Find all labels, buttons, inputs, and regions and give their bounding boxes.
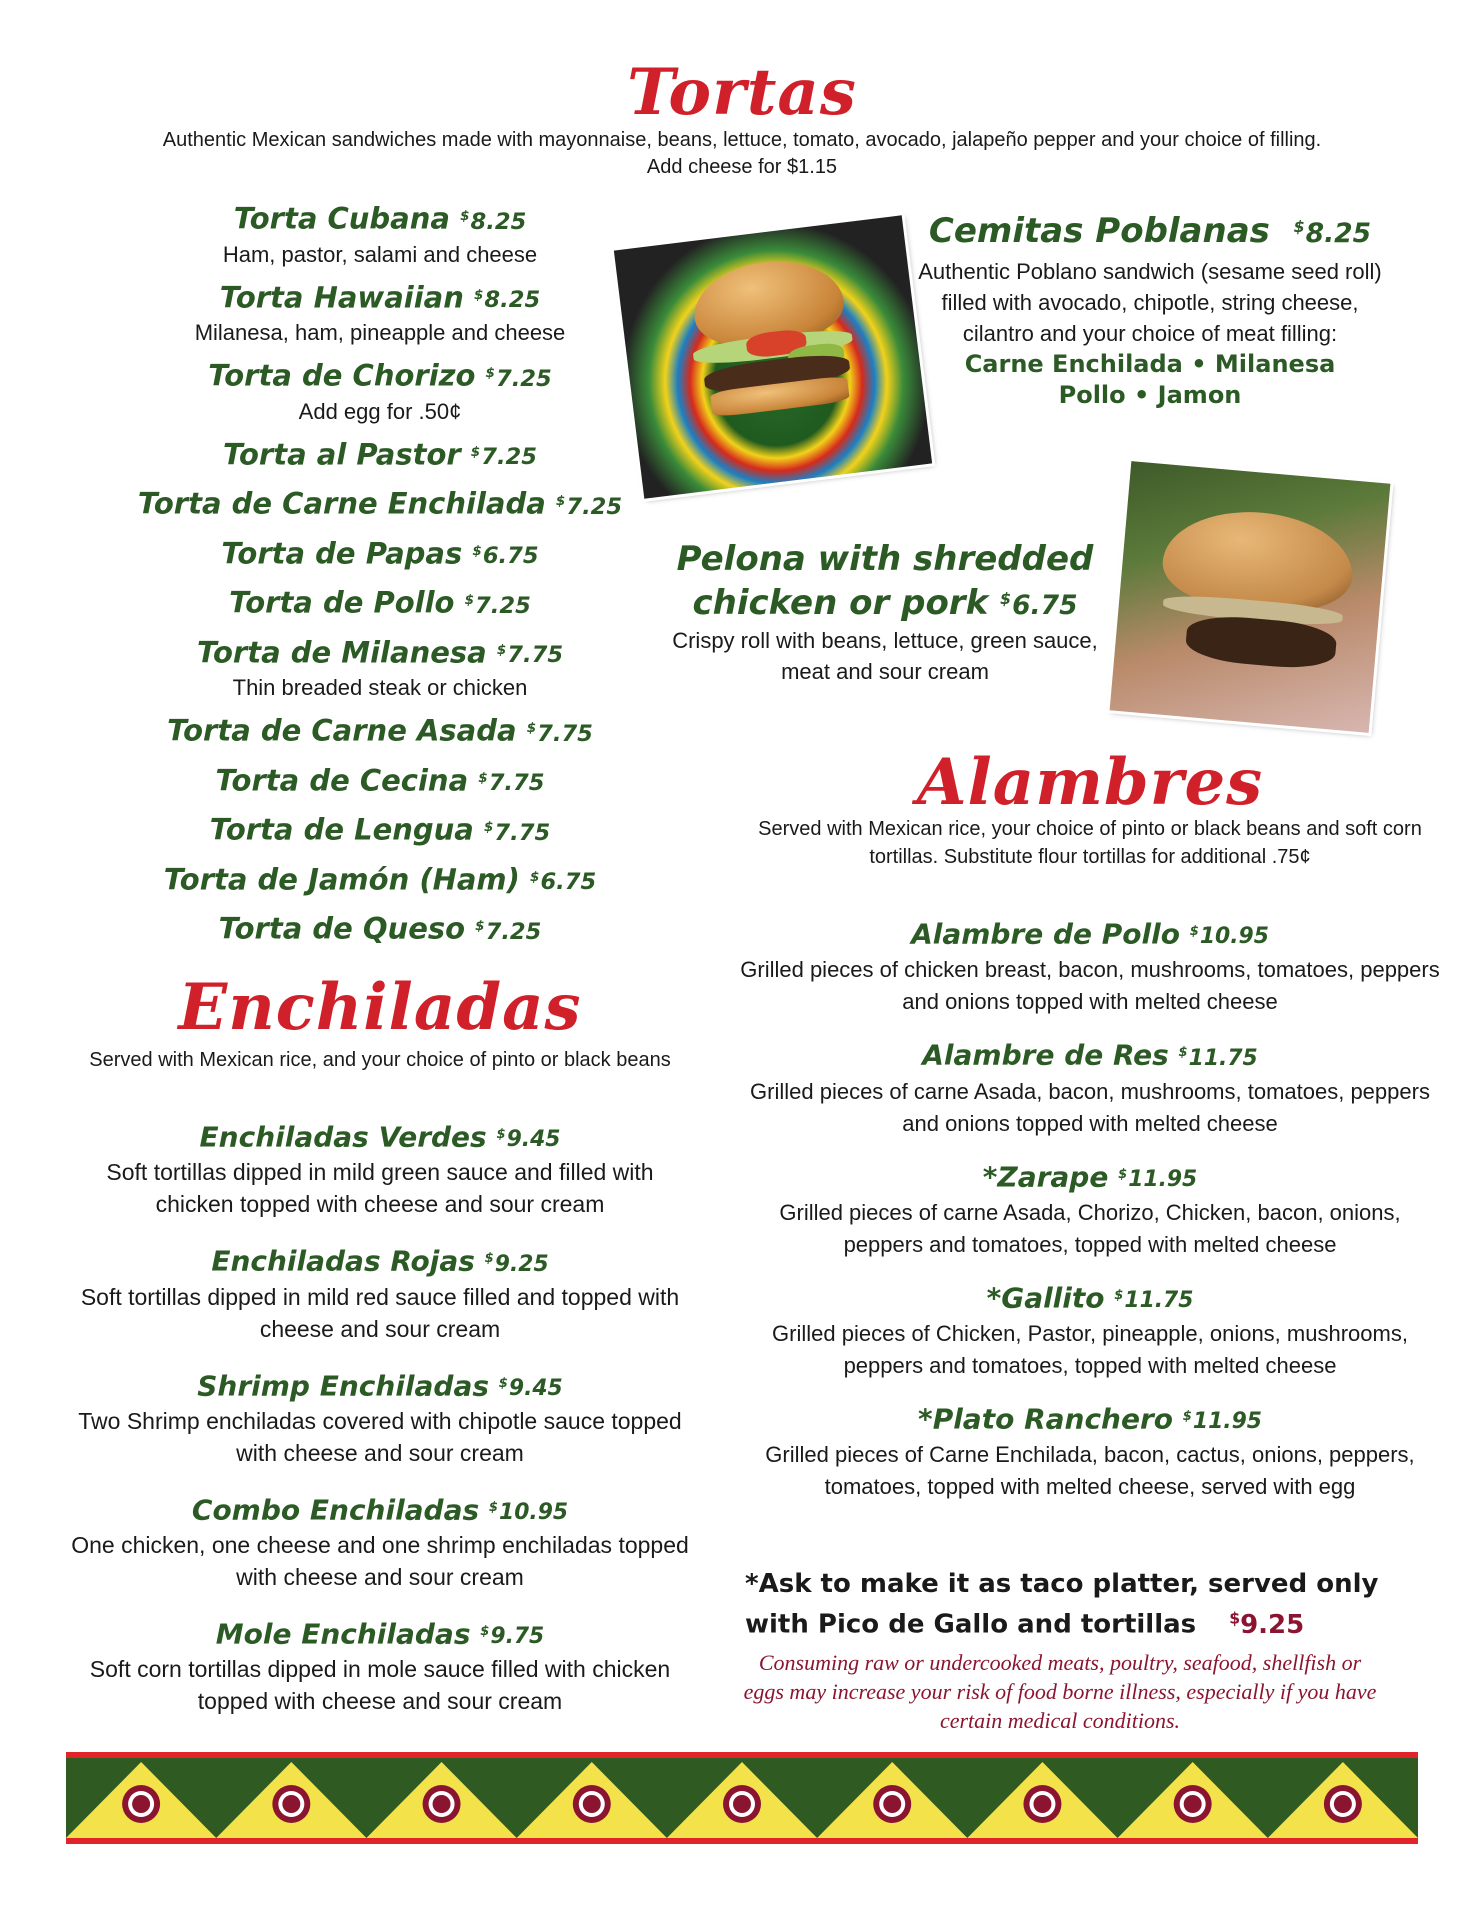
torta-item-price: $7.25 bbox=[475, 918, 542, 945]
cemitas-name: Cemitas Poblanas $8.25 bbox=[928, 210, 1372, 251]
alambre-item-name bbox=[740, 915, 1440, 954]
alambre-item-desc: Grilled pieces of carne Asada, bacon, mushrooms, tomatoes, peppers and onions topped with melted cheese bbox=[750, 1078, 1430, 1136]
cemitas-section bbox=[910, 205, 1390, 411]
torta-item bbox=[70, 809, 690, 851]
band-bottom-stripe bbox=[66, 1838, 1418, 1844]
enchilada-item-price: $9.45 bbox=[498, 1375, 563, 1401]
enchilada-item-name bbox=[70, 1491, 690, 1529]
torta-item-title: Torta de Chorizo bbox=[208, 358, 476, 393]
enchilada-item-title: Shrimp Enchiladas bbox=[197, 1368, 490, 1402]
enchiladas-list bbox=[70, 1118, 690, 1739]
tortas-intro-line1: Authentic Mexican sandwiches made with mayonnaise, beans, lettuce, tomato, avocado, jalapeño pepper and your choice of filling. bbox=[162, 129, 1322, 151]
alambre-item bbox=[740, 1036, 1440, 1139]
enchilada-item-title: Mole Enchiladas bbox=[215, 1617, 471, 1651]
enchiladas-title: Enchiladas bbox=[178, 970, 582, 1045]
alambre-item-price: $11.75 bbox=[1178, 1045, 1258, 1071]
torta-item-price: $7.25 bbox=[470, 443, 538, 471]
torta-item-name bbox=[70, 582, 690, 624]
torta-list bbox=[70, 198, 690, 958]
alambre-item-name bbox=[740, 1400, 1440, 1439]
torta-item-title: Torta de Queso bbox=[218, 911, 466, 946]
cemitas-price: 8.25 bbox=[1305, 217, 1372, 249]
torta-item-price: $7.75 bbox=[478, 769, 545, 797]
torta-item bbox=[70, 277, 690, 348]
torta-item-price: $8.25 bbox=[473, 286, 541, 314]
torta-item-price: $6.75 bbox=[530, 868, 597, 896]
band-circle-center bbox=[282, 1795, 300, 1813]
torta-item-price: $7.75 bbox=[526, 720, 593, 747]
torta-item-title: Torta de Cecina bbox=[215, 763, 469, 798]
enchilada-item-name bbox=[70, 1242, 690, 1280]
torta-item-price: $7.25 bbox=[485, 365, 552, 392]
band-top-stripe bbox=[66, 1752, 1418, 1758]
torta-item-name bbox=[70, 710, 690, 752]
band-circle-center bbox=[583, 1795, 601, 1813]
enchilada-item-price: $9.45 bbox=[496, 1127, 561, 1153]
alambre-item-desc: Grilled pieces of chicken breast, bacon, mushrooms, tomatoes, peppers and onions topped with melted cheese bbox=[740, 957, 1440, 1015]
torta-photo bbox=[614, 215, 932, 498]
alambre-item-price: $10.95 bbox=[1189, 924, 1269, 950]
food-warning: Consuming raw or undercooked meats, poultry, seafood, shellfish or eggs may increase your risk of food borne illness, especially if you have certain medical conditions. bbox=[743, 1650, 1377, 1733]
torta-item-name bbox=[70, 809, 690, 851]
torta-item bbox=[70, 710, 690, 752]
torta-item-title: Torta de Pollo bbox=[229, 585, 455, 620]
enchilada-item-desc: Soft tortillas dipped in mild green sauce and filled with chicken topped with cheese and sour cream bbox=[106, 1159, 654, 1218]
alambres-title: Alambres bbox=[916, 745, 1264, 820]
torta-item-name bbox=[70, 434, 690, 476]
enchilada-item-name bbox=[70, 1118, 690, 1156]
pelona-price: 6.75 bbox=[1012, 589, 1078, 621]
torta-item bbox=[70, 198, 690, 269]
tortas-title: Tortas bbox=[627, 55, 857, 130]
enchilada-item-desc: Soft corn tortillas dipped in mole sauce filled with chicken topped with cheese and sour cream bbox=[89, 1656, 671, 1715]
enchilada-item bbox=[70, 1242, 690, 1344]
enchilada-item bbox=[70, 1615, 690, 1717]
band-circle-center bbox=[883, 1795, 901, 1813]
taco-note-price: $9.25 bbox=[1229, 1609, 1305, 1640]
enchilada-item-title: Enchiladas Verdes bbox=[199, 1120, 487, 1154]
alambre-item-name bbox=[740, 1036, 1440, 1075]
alambre-item-price: $11.95 bbox=[1118, 1166, 1198, 1192]
alambre-item-title: *Zarape bbox=[982, 1159, 1109, 1193]
alambre-item bbox=[740, 1279, 1440, 1382]
torta-item-name bbox=[70, 632, 690, 674]
torta-item-title: Torta Hawaiian bbox=[219, 280, 464, 315]
torta-item-title: Torta de Lengua bbox=[209, 812, 474, 847]
torta-item-name bbox=[70, 760, 690, 802]
alambre-item-name bbox=[740, 1279, 1440, 1318]
taco-platter-note bbox=[745, 1567, 1385, 1642]
enchilada-item-desc: Two Shrimp enchiladas covered with chipotle sauce topped with cheese and sour cream bbox=[78, 1407, 682, 1466]
tortas-intro-line2: Add cheese for $1.15 bbox=[646, 156, 838, 178]
torta-item-desc: Thin breaded steak or chicken bbox=[232, 675, 528, 701]
torta-item-price: $6.75 bbox=[472, 542, 539, 570]
torta-item-title: Torta Cubana bbox=[233, 201, 450, 236]
pelona-section bbox=[665, 540, 1105, 687]
alambre-item bbox=[740, 1400, 1440, 1503]
torta-item bbox=[70, 859, 690, 901]
torta-item bbox=[70, 632, 690, 703]
pelona-name: Pelona with shredded chicken or pork $6.75 bbox=[676, 539, 1094, 623]
enchilada-item bbox=[70, 1118, 690, 1220]
band-circle-center bbox=[1184, 1795, 1202, 1813]
torta-item bbox=[70, 355, 690, 426]
alambre-item-name bbox=[740, 1158, 1440, 1197]
torta-item-title: Torta de Carne Asada bbox=[167, 713, 517, 748]
pelona-desc: Crispy roll with beans, lettuce, green sauce, meat and sour cream bbox=[672, 627, 1098, 684]
band-circle-center bbox=[733, 1795, 751, 1813]
cemitas-meats-2: Pollo • Jamon bbox=[1058, 380, 1242, 409]
torta-item-price: $7.25 bbox=[555, 493, 623, 520]
torta-item-desc: Add egg for .50¢ bbox=[298, 398, 462, 424]
torta-item-name bbox=[70, 198, 690, 240]
enchilada-item-price: $9.75 bbox=[480, 1624, 545, 1650]
alambre-item-price: $11.95 bbox=[1182, 1409, 1262, 1435]
band-circle-center bbox=[1033, 1795, 1051, 1813]
alambre-item-title: *Plato Ranchero bbox=[918, 1402, 1174, 1436]
enchilada-item-desc: One chicken, one cheese and one shrimp enchiladas topped with cheese and sour cream bbox=[71, 1532, 689, 1591]
cemitas-desc: Authentic Poblano sandwich (sesame seed roll) filled with avocado, chipotle, string cheese, cilantro and your choice of meat filling: bbox=[918, 258, 1382, 346]
alambre-item-price: $11.75 bbox=[1114, 1287, 1194, 1314]
torta-item-title: Torta de Papas bbox=[221, 536, 463, 571]
torta-item-desc: Ham, pastor, salami and cheese bbox=[222, 241, 538, 267]
alambre-item-desc: Grilled pieces of Chicken, Pastor, pineapple, onions, mushrooms, peppers and tomatoes, topped with melted cheese bbox=[772, 1321, 1408, 1379]
enchilada-item-price: $10.95 bbox=[488, 1499, 569, 1526]
alambre-item bbox=[740, 915, 1440, 1018]
torta-item bbox=[70, 760, 690, 802]
torta-item-title: Torta de Milanesa bbox=[196, 635, 487, 670]
alambre-item-title: Alambre de Res bbox=[922, 1038, 1169, 1072]
torta-item-price: $8.25 bbox=[460, 208, 527, 235]
alambre-item-title: Alambre de Pollo bbox=[911, 917, 1180, 951]
taco-note-text: *Ask to make it as taco platter, served only with Pico de Gallo and tortillas bbox=[745, 1569, 1379, 1640]
torta-item-title: Torta de Carne Enchilada bbox=[137, 486, 546, 521]
torta-item bbox=[70, 533, 690, 575]
enchilada-item bbox=[70, 1367, 690, 1469]
torta-item-name bbox=[70, 533, 690, 575]
enchilada-item-name bbox=[70, 1367, 690, 1405]
alambre-item-title: *Gallito bbox=[986, 1281, 1105, 1315]
torta-item-price: $7.25 bbox=[464, 592, 531, 619]
torta-item-name bbox=[70, 277, 690, 319]
torta-item-desc: Milanesa, ham, pineapple and cheese bbox=[194, 320, 566, 346]
enchilada-item-name bbox=[70, 1615, 690, 1653]
torta-item-name bbox=[70, 355, 690, 397]
torta-item-title: Torta de Jamón (Ham) bbox=[163, 862, 520, 897]
enchilada-item-title: Enchiladas Rojas bbox=[211, 1244, 475, 1278]
enchilada-item-title: Combo Enchiladas bbox=[191, 1493, 480, 1527]
alambre-item bbox=[740, 1158, 1440, 1261]
torta-item bbox=[70, 908, 690, 950]
torta-item-title: Torta al Pastor bbox=[222, 437, 461, 472]
pelona-photo bbox=[1110, 461, 1391, 733]
torta-item bbox=[70, 434, 690, 476]
torta-item bbox=[70, 483, 690, 525]
alambres-list bbox=[740, 915, 1440, 1521]
cemitas-meats-1: Carne Enchilada • Milanesa bbox=[964, 349, 1336, 378]
band-circle-center bbox=[132, 1795, 150, 1813]
enchilada-item-price: $9.25 bbox=[484, 1251, 549, 1277]
torta-item bbox=[70, 582, 690, 624]
band-circle-center bbox=[433, 1795, 451, 1813]
band-circle-center bbox=[1334, 1795, 1352, 1813]
alambre-item-desc: Grilled pieces of Carne Enchilada, bacon, cactus, onions, peppers, tomatoes, topped with melted cheese, served with egg bbox=[765, 1442, 1415, 1500]
tortas-intro bbox=[60, 127, 1424, 181]
torta-item-price: $7.75 bbox=[496, 641, 564, 669]
torta-item-price: $7.75 bbox=[483, 819, 551, 846]
torta-item-name bbox=[70, 908, 690, 950]
enchilada-item-desc: Soft tortillas dipped in mild red sauce filled and topped with cheese and sour cream bbox=[80, 1283, 680, 1342]
torta-item-name bbox=[70, 859, 690, 901]
enchiladas-intro: Served with Mexican rice, and your choice of pinto or black beans bbox=[89, 1049, 671, 1071]
alambre-item-desc: Grilled pieces of carne Asada, Chorizo, Chicken, bacon, onions, peppers and tomatoes, topped with melted cheese bbox=[779, 1199, 1401, 1257]
torta-item-name bbox=[70, 483, 690, 525]
alambres-intro: Served with Mexican rice, your choice of pinto or black beans and soft corn tortillas. Substitute flour tortillas for additional .75¢ bbox=[758, 818, 1422, 868]
enchilada-item bbox=[70, 1491, 690, 1593]
footer-decorative-band bbox=[66, 1752, 1418, 1844]
